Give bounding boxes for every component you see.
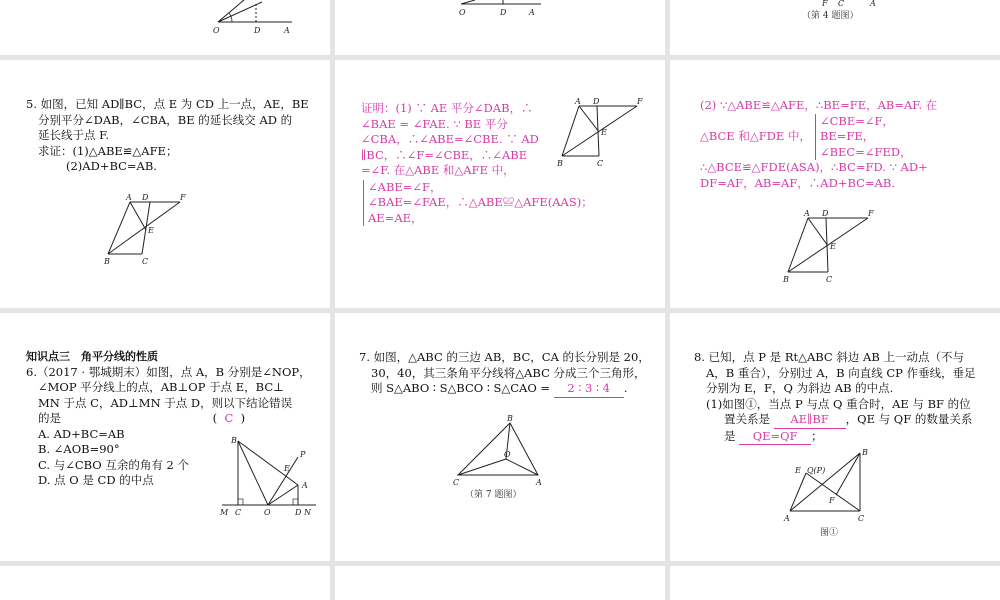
label-D: D [593,97,600,106]
label-D: D [142,193,149,202]
question-5-text: 5. 如图，已知 AD∥BC，点 E 为 CD 上一点，AE，BE 分别平分∠DAB，∠CBA，BE 的延长线交 AD 的 延长线于点 F. 求证：(1)△ABE≌△AFE； (2)AD+BC=AB. [26,97,309,173]
figure-question-8 [782,449,882,524]
solution-5-part1-text: 证明：(1) ∵ AE 平分∠DAB，∴ ∠BAE = ∠FAE. ∵ BE 平分 ∠CBA，∴∠ABE=∠CBE. ∵ AD ∥BC，∴∠F=∠CBE，∴∠ABE =∠F. 在△ABE 和△AFE 中， ∠ABE=∠F， ∠BAE=∠FAE，∴△ABE≌△AFE(AAS)； AE=AE， [361,101,593,225]
label-D: D [254,26,261,35]
panel-top-mid [335,0,665,55]
label-B: B [231,436,237,445]
figure-angle-top-left [0,0,330,55]
figure-angle-top-mid [335,0,665,55]
panel-top-left [0,0,330,55]
panel-solution-5-part2 [670,60,1000,308]
figure-question-7 [452,415,552,485]
label-D: D [295,508,302,517]
figure-solution-5 [555,98,655,178]
label-B: B [557,159,563,168]
label-P: P [300,450,306,459]
label-O: O [264,508,271,517]
panel-solution-5-part1 [335,60,665,308]
panel-bottom-left [0,566,330,600]
label-F: F [637,97,643,106]
label-O: O [459,8,466,17]
label-F: F [829,496,835,505]
label-M: M [220,508,229,517]
panel-bottom-mid [335,566,665,600]
answer-8-relation-blank: AE∥BF [774,412,846,429]
label-C: C [826,275,833,284]
label-E: E [601,128,607,137]
label-N: N [304,508,311,517]
label-B: B [783,275,789,284]
label-C: C [597,159,604,168]
label-Q-P: Q(P) [807,466,826,475]
label-D: D [500,8,507,17]
figure-caption: （第 7 题图） [465,490,522,500]
label-E: E [795,466,801,475]
label-C: C [453,478,460,487]
label-A: A [575,97,581,106]
figure-caption: 图① [820,528,839,538]
label-A: A [126,193,132,202]
label-C: C [235,508,242,517]
answer-8-quantity-blank: QE=QF [739,429,811,446]
label-A: A [302,481,308,490]
proof-brace: ∠CBE=∠F， BE=FE， ∠BEC=∠FED， [815,114,912,161]
label-E: E [830,242,836,251]
label-F: F [180,193,186,202]
label-C: C [838,0,845,8]
solution-5-part2-text: (2) ∵△ABE≌△AFE，∴BE=FE，AB=AF. 在 △BCE 和△FDE 中， ∠CBE=∠F， BE=FE， ∠BEC=∠FED， ∴△BCE≌△FDE(ASA)，∴BC=FD. ∵ AD+ DF=AF，AB=AF，∴AD+BC=AB. [700,98,938,190]
label-B: B [104,257,110,266]
label-O: O [504,450,511,459]
label-E: E [148,226,154,235]
figure-solution-5-repeat [780,210,890,290]
proof-brace: ∠ABE=∠F， ∠BAE=∠FAE，∴△ABE≌△AFE(AAS)； AE=AE， [363,180,593,227]
question-8-text: 8. 已知，点 P 是 Rt△ABC 斜边 AB 上一动点（不与 A，B 重合），分别过 A，B 向直线 CP 作垂线，垂足 分别为 E，F，Q 为斜边 AB 的中点. (1)如图①，当点 P 与点 Q 重合时，AE 与 BF 的位 置关系是 AE∥BF ，QE 与 QF 的数量关系 是 QE=QF ； [694,350,996,445]
label-A: A [536,478,542,487]
label-B: B [862,448,868,457]
figure-question-5 [100,192,210,272]
section-heading: 知识点三 角平分线的性质 [26,350,158,363]
panel-question-8 [670,313,1000,561]
figure-question-6 [218,433,328,523]
answer-7-blank: 2 ∶ 3 ∶ 4 [554,381,624,398]
panel-top-right [670,0,1000,55]
label-A: A [870,0,876,8]
label-F: F [868,209,874,218]
panel-bottom-right [670,566,1000,600]
figure-caption: （第 4 题图） [802,11,859,21]
question-7-text: 7. 如图，△ABC 的三边 AB，BC，CA 的长分别是 20， 30，40，其三条角平分线将△ABC 分成三个三角形， 则 S△ABO ∶ S△BCO ∶ S△CAO = 2 ∶ 3 ∶ 4 . [359,350,659,398]
label-A: A [784,514,790,523]
label-E: E [284,464,290,473]
panel-question-5 [0,60,330,308]
label-C: C [858,514,865,523]
panel-question-7 [335,313,665,561]
answer-6: C [224,411,234,425]
question-6-text: 知识点三 角平分线的性质 6.（2017 · 鄂城期末）如图，点 A，B 分别是∠NOP， ∠MOP 平分线上的点，AB⊥OP 于点 E，BC⊥ MN 于点 C，AD⊥MN 于点 D，则以下结论错误 的是 ( C ) A. AD+BC=AB B. ∠AOB=90° C. 与∠CBO 互余的角有 2 个 D. 点 O 是 CD 的中点 [26,349,326,489]
label-O: O [213,26,220,35]
label-D: D [822,209,829,218]
label-C: C [142,257,149,266]
label-A: A [804,209,810,218]
label-A: A [284,26,290,35]
label-A: A [529,8,535,17]
label-F: F [822,0,828,8]
panel-question-6 [0,313,330,561]
label-B: B [507,414,513,423]
